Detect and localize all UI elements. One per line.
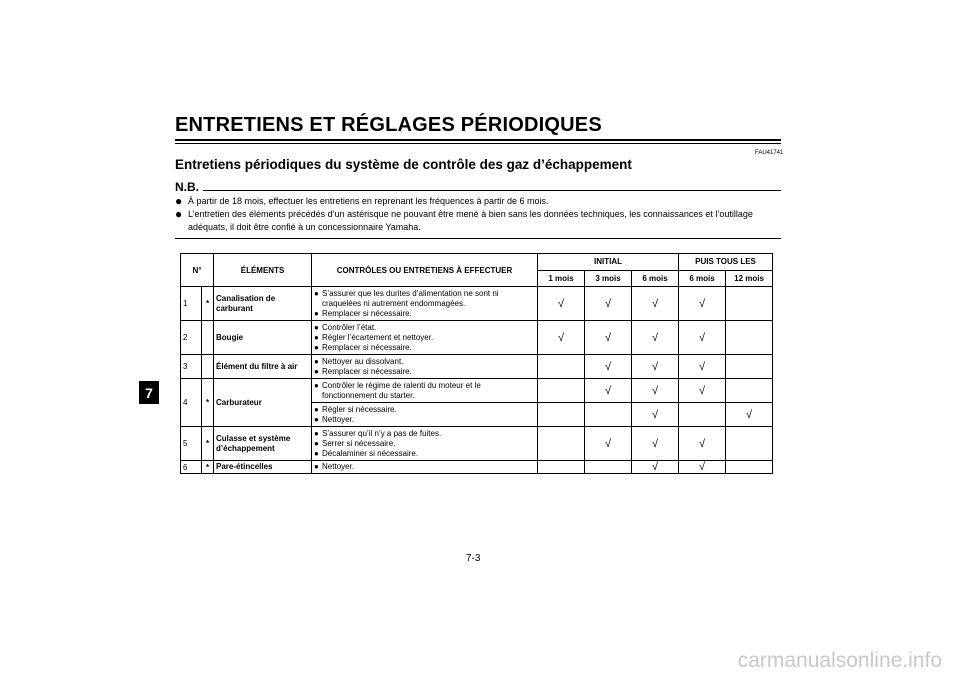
check-mark: √ (632, 355, 679, 379)
check-mark (726, 379, 773, 403)
header-initial: INITIAL (538, 254, 679, 271)
check-text: Remplacer si nécessaire. (322, 342, 412, 352)
check-mark: √ (726, 403, 773, 427)
check-mark (726, 461, 773, 474)
check-mark (726, 321, 773, 355)
row-star (202, 321, 214, 355)
row-star: * (202, 427, 214, 461)
row-star: * (202, 461, 214, 474)
header-period: 1 mois (538, 270, 585, 287)
bullet-icon: ● (314, 332, 319, 342)
check-mark (726, 355, 773, 379)
row-item: Pare-étincelles (214, 461, 312, 474)
row-number: 2 (181, 321, 202, 355)
check-mark (538, 427, 585, 461)
header-checks: CONTRÔLES OU ENTRETIENS À EFFECTUER (312, 254, 538, 287)
check-item (314, 367, 535, 377)
header-num: N° (181, 254, 214, 287)
row-number: 5 (181, 427, 202, 461)
table-row (181, 321, 773, 355)
row-number: 4 (181, 379, 202, 427)
row-item: Élément du filtre à air (214, 355, 312, 379)
row-star (202, 355, 214, 379)
row-checks (312, 379, 538, 403)
note-text: L’entretien des éléments précédés d’un astérisque ne pouvant être mené à bien sans les données techniques, les connaissances et l’outillage adéquats, il doit être confié à un concessionnaire Yamaha. (188, 209, 753, 232)
title-rule (175, 139, 781, 141)
row-checks (312, 321, 538, 355)
table-row (181, 379, 773, 403)
note-bullet (175, 207, 778, 234)
page-number: 7-3 (466, 553, 481, 564)
header-period: 6 mois (632, 270, 679, 287)
check-item (314, 439, 535, 449)
check-mark: √ (585, 321, 632, 355)
table-row (181, 427, 773, 461)
row-checks (312, 287, 538, 321)
row-checks (312, 403, 538, 427)
check-text: Nettoyer. (322, 462, 355, 471)
check-mark: √ (679, 355, 726, 379)
bullet-icon: ● (314, 462, 319, 471)
check-mark: √ (679, 461, 726, 474)
check-mark: √ (632, 403, 679, 427)
header-items: ÉLÉMENTS (214, 254, 312, 287)
check-mark: √ (679, 287, 726, 321)
check-mark (538, 379, 585, 403)
check-item (314, 289, 535, 309)
table-row (181, 287, 773, 321)
check-mark (679, 403, 726, 427)
bullet-icon: ● (314, 404, 319, 414)
bullet-icon: ● (314, 380, 319, 390)
check-text: Remplacer si nécessaire. (322, 308, 412, 318)
row-number: 1 (181, 287, 202, 321)
bullet-icon: ● (314, 438, 319, 448)
row-number: 6 (181, 461, 202, 474)
note-label: N.B. (175, 180, 199, 194)
table-row (181, 355, 773, 379)
check-mark: √ (585, 379, 632, 403)
header-period: 3 mois (585, 270, 632, 287)
maintenance-table (180, 253, 773, 474)
check-mark (585, 461, 632, 474)
check-mark: √ (632, 321, 679, 355)
header-period: 12 mois (726, 270, 773, 287)
bullet-icon: ● (314, 366, 319, 376)
section-subtitle: Entretiens périodiques du système de contrôle des gaz d’échappement (175, 157, 632, 172)
check-item (314, 449, 535, 459)
check-mark: √ (538, 287, 585, 321)
check-text: Régler l’écartement et nettoyer. (322, 332, 434, 342)
bullet-icon: ● (314, 356, 319, 366)
check-mark: √ (679, 379, 726, 403)
check-mark: √ (585, 287, 632, 321)
bullet-icon: ● (314, 414, 319, 424)
chapter-tab: 7 (139, 381, 159, 404)
bullet-icon: ● (175, 207, 183, 221)
check-item (314, 415, 535, 425)
page-title: ENTRETIENS ET RÉGLAGES PÉRIODIQUES (175, 114, 602, 136)
check-text: Contrôler l’état. (322, 322, 377, 332)
check-mark (585, 403, 632, 427)
check-item (314, 405, 535, 415)
note-bottom-rule (175, 238, 781, 239)
table-row (181, 461, 773, 474)
row-item: Culasse et système d’échappement (214, 427, 312, 461)
check-mark: √ (585, 355, 632, 379)
check-text: Contrôler le régime de ralenti du moteur et le fonctionnement du starter. (322, 380, 481, 400)
row-number: 3 (181, 355, 202, 379)
header-period: 6 mois (679, 270, 726, 287)
check-text: Décalaminer si nécessaire. (322, 448, 419, 458)
check-mark: √ (679, 427, 726, 461)
check-mark (538, 403, 585, 427)
note-text: À partir de 18 mois, effectuer les entretiens en reprenant les fréquences à partir de 6 mois. (188, 196, 549, 206)
header-every: PUIS TOUS LES (679, 254, 773, 271)
section-code: FAU41741 (755, 150, 784, 156)
check-text: Remplacer si nécessaire. (322, 366, 412, 376)
check-text: Nettoyer au dissolvant. (322, 356, 404, 366)
bullet-icon: ● (314, 288, 319, 298)
check-item (314, 343, 535, 353)
check-mark: √ (632, 379, 679, 403)
row-checks (312, 461, 538, 474)
check-mark (538, 461, 585, 474)
note-rule (203, 190, 781, 191)
row-checks (312, 355, 538, 379)
check-item (314, 381, 535, 401)
bullet-icon: ● (314, 428, 319, 438)
row-item: Canalisation de carburant (214, 287, 312, 321)
row-item: Carburateur (214, 379, 312, 427)
check-mark: √ (632, 427, 679, 461)
check-mark: √ (632, 287, 679, 321)
row-star: * (202, 379, 214, 427)
check-text: S’assurer que les durites d’alimentation ne sont ni craquelées ni autrement endommagées. (322, 288, 499, 308)
check-item (314, 309, 535, 319)
title-rule-thin (175, 143, 781, 144)
bullet-icon: ● (175, 194, 183, 208)
check-mark (538, 355, 585, 379)
bullet-icon: ● (314, 342, 319, 352)
check-text: S’assurer qu’il n’y a pas de fuites. (322, 428, 442, 438)
check-mark: √ (538, 321, 585, 355)
check-mark (726, 427, 773, 461)
check-item (314, 462, 535, 472)
check-item (314, 333, 535, 343)
check-text: Régler si nécessaire. (322, 404, 397, 414)
bullet-icon: ● (314, 322, 319, 332)
bullet-icon: ● (314, 448, 319, 458)
check-text: Nettoyer. (322, 414, 355, 424)
row-star: * (202, 287, 214, 321)
row-item: Bougie (214, 321, 312, 355)
bullet-icon: ● (314, 308, 319, 318)
check-item (314, 357, 535, 367)
check-mark: √ (585, 427, 632, 461)
row-checks (312, 427, 538, 461)
check-mark (726, 287, 773, 321)
note-bullet (175, 194, 778, 208)
check-item (314, 429, 535, 439)
check-item (314, 323, 535, 333)
check-text: Serrer si nécessaire. (322, 438, 396, 448)
watermark: carmanualsonline.info (737, 649, 942, 672)
check-mark: √ (679, 321, 726, 355)
check-mark: √ (632, 461, 679, 474)
